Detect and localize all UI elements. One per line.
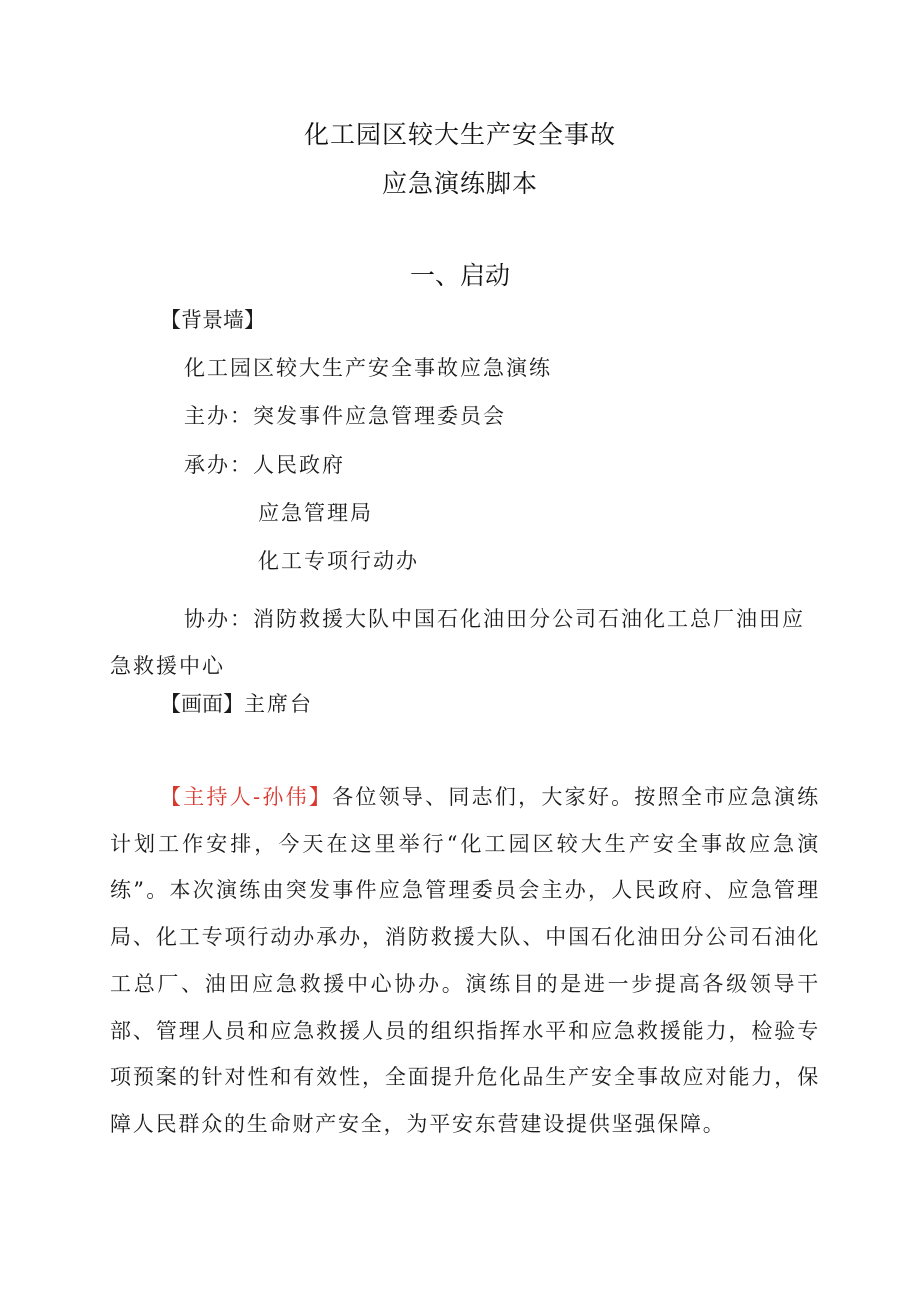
host-label: 主办：	[184, 404, 253, 428]
organizer-value-3: 化工专项行动办	[258, 549, 419, 573]
background-wall-label: 【背景墙】	[160, 308, 265, 332]
event-name: 化工园区较大生产安全事故应急演练	[184, 356, 552, 380]
host-value: 突发事件应急管理委员会	[253, 404, 506, 428]
co-organizer-label: 协办：	[184, 607, 253, 631]
organizer-value-2: 应急管理局	[258, 501, 373, 525]
speech-text: 各位领导、同志们，大家好。按照全市应急演练计划工作安排，今天在这里举行“化工园区较大生产安全事故应急演练”。本次演练由突发事件应急管理委员会主办，人民政府、应急管理局、化工专项行动办承办，消防救援大队、中国石化油田分公司石油化工总厂、油田应急救援中心协办。演练目的是进一步提高各级领导干部、管理人员和应急救援人员的组织指挥水平和应急救援能力，检验专项预案的针对性和有效性，全面提升危化品生产安全事故应对能力，保障人民群众的生命财产安全，为平安东营建设提供坚强保障。	[110, 785, 820, 1136]
scene-line	[160, 688, 313, 718]
organizer-label: 承办：	[184, 453, 253, 477]
co-organizer-paragraph	[110, 596, 820, 690]
host-line	[184, 400, 506, 430]
document-title-line1: 化工园区较大生产安全事故	[303, 120, 616, 149]
speaker-label: 【主持人-孙伟】	[160, 785, 333, 809]
scene-text: 主席台	[244, 692, 313, 716]
organizer-line	[184, 449, 345, 479]
section-heading: 一、启动	[409, 261, 510, 290]
host-speech-paragraph	[110, 774, 820, 1148]
organizer-value-1: 人民政府	[253, 453, 345, 477]
scene-label: 【画面】	[160, 692, 244, 716]
document-title-line2: 应急演练脚本	[381, 169, 538, 198]
co-organizer-value: 消防救援大队中国石化油田分公司石油化工总厂油田应急救援中心	[110, 607, 805, 678]
